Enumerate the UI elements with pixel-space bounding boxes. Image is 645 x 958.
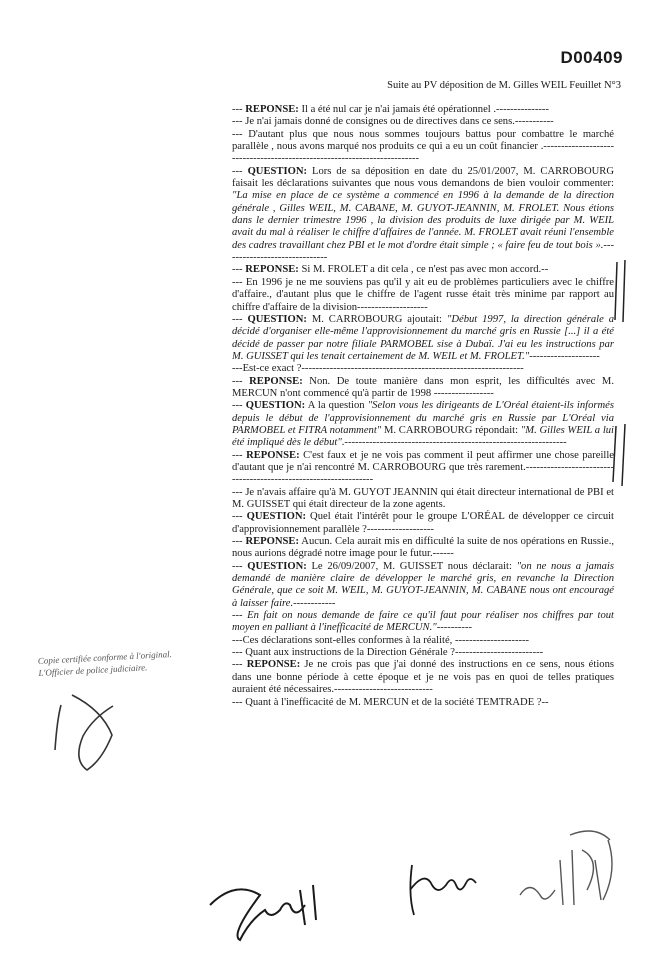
paragraph-text: --- D'autant plus que nous nous sommes toujours battus pour combattre le marché parallèle , nous avons marqué nos produits ce qui a eu un coût financier .------------------------------------------------------------------------- — [232, 128, 614, 165]
speaker-label: REPONSE: — [245, 536, 300, 548]
document-body — [232, 104, 614, 709]
paragraph — [232, 647, 614, 659]
quoted-text: En fait on nous demande de faire ce qu'il faut pour réaliser nos chiffres par tout moyen en palliant à l'inefficacité de MERCUN." — [232, 610, 614, 634]
paragraph-text: --- — [232, 104, 246, 115]
paragraph-text: M. CARROBOURG répondait: — [381, 424, 521, 436]
paragraph — [232, 450, 614, 487]
paragraph-text: --- Quant aux instructions de la Direction Générale ?------------------------- — [232, 647, 544, 659]
paragraph-text: ---------- — [436, 622, 472, 634]
paragraph-text: Il a été nul car je n'ai jamais été opérationnel .--------------- — [298, 104, 549, 115]
quoted-text: "Début 1997, la direction générale a décidé d'organiser elle-même l'approvisionnement du marché gris en Russie [...] il a été décidé de passer par notre filiale PARMOBEL sise à Dubaï. J'ai eu les instructions par M. GUISSET qui les tenait certainement de M. WEIL et M. FROLET." — [232, 313, 615, 362]
paragraph-text: --- Je n'ai jamais donné de consignes ou de directives dans ce sens.----------- — [232, 116, 554, 128]
paragraph — [232, 129, 614, 166]
paragraph — [232, 166, 614, 265]
speaker-label: QUESTION: — [247, 560, 307, 572]
paragraph-text: --- — [232, 560, 248, 572]
paragraph — [232, 277, 614, 314]
paragraph-text: --- — [232, 511, 247, 523]
paragraph-text: -------------------- — [529, 350, 600, 362]
paragraph-text: Non. De toute manière dans mon esprit, les difficultés avec M. MERCUN n'ont commencé qu'à partir de 1998 ----------------- — [232, 375, 614, 399]
document-id: D00409 — [560, 48, 623, 67]
paragraph-text: --- — [232, 165, 248, 177]
paragraph — [232, 400, 614, 449]
paragraph-text: --- — [232, 400, 246, 412]
paragraph-text: Aucun. Cela aurait mis en difficulté la suite de nos opérations en Russie., nous aurions dégradé notre image pour le futur.------ — [232, 536, 614, 560]
speaker-label: REPONSE: — [249, 375, 303, 387]
paragraph-text: --- Je n'avais affaire qu'à M. GUYOT JEANNIN qui était directeur international de PBI et M. GUISSET qui était directeur de la zone agents. — [232, 486, 614, 510]
signature-2 — [400, 855, 490, 925]
quoted-text: "La mise en place de ce système a commencé en 1996 à la demande de la direction générale , Gilles WEIL, M. CABANE, M. GUYOT-JEANNIN, M. FROLET. Nous étions dans le dernier trimestre 1996 , la division des produits de luxe dirigée par M. WEIL avait du mal à réaliser le chiffre d'affaires de l'année. M. FROLET avait réuni l'ensemble des cadres travaillant chez PBI et le mot d'ordre était simple ; « faire feu de tout bois ». — [232, 190, 614, 251]
paragraph-text: Je ne crois pas que j'ai donné des instructions en ce sens, nous étions dans une bonne période à cette époque et je ne vois pas en quoi de telles pratiques auraient été nécessaires.---------------------------- — [232, 659, 614, 696]
paragraph-text: --- — [232, 375, 250, 387]
speaker-label: QUESTION: — [247, 313, 307, 325]
paragraph-text: --- — [232, 449, 247, 461]
paragraph-text: ------------------------------ — [232, 239, 614, 264]
paragraph — [232, 487, 614, 512]
quoted-text: "Selon vous les dirigeants de L'Oréal étaient-ils informés depuis le début de l'approvisionnement du marché gris en Russie par L'Oréal via PARMOBEL et FITRA notamment" — [232, 400, 615, 436]
paragraph-text: ---Est-ce exact ?--------------------------------------------------------------- — [232, 363, 524, 375]
paragraph — [232, 659, 614, 696]
paragraph — [232, 511, 614, 536]
paragraph-text: Si M. FROLET a dit cela , ce n'est pas avec mon accord.-- — [298, 264, 549, 276]
margin-bracket-mark-1 — [612, 258, 632, 328]
paragraph — [232, 610, 614, 635]
speaker-label: QUESTION: — [246, 511, 307, 523]
paragraph — [232, 376, 614, 401]
officer-initial-mark — [40, 690, 150, 780]
paragraph-text: .--------------------------------------------------------------- — [341, 437, 567, 449]
paragraph-text: Lors de sa déposition en date du 25/01/2007, M. CARROBOURG faisait les déclarations suivantes que nous vous demandons de bien vouloir commenter: — [232, 165, 614, 190]
paragraph — [232, 697, 614, 709]
paragraph-text: --- — [232, 313, 248, 325]
paragraph-text: --- Quant à l'inefficacité de M. MERCUN et de la société TEMTRADE ?-- — [232, 696, 549, 708]
paragraph-text: ---Ces déclarations sont-elles conformes à la réalité, --------------------- — [232, 634, 530, 646]
page-header: Suite au PV déposition de M. Gilles WEIL Feuillet N°3 — [387, 80, 621, 91]
quoted-text: "M. Gilles WEIL a lui été impliqué dès le début" — [232, 424, 615, 449]
speaker-label: REPONSE: — [245, 104, 299, 115]
paragraph — [232, 561, 614, 610]
certification-line-1: Copie certifiée conforme à l'original. — [37, 648, 173, 666]
paragraph-text: ------------ — [293, 597, 336, 609]
certification-note — [38, 645, 229, 679]
margin-bracket-mark-2 — [610, 422, 634, 492]
quoted-text: "on ne nous a jamais demandé de manière claire de développer le marché gris, en revanche la Direction Générale, que ce soit M. WEIL, M. GUYOT-JEANNIN, M. CABANE nous ont encouragé à laisser faire. — [232, 560, 614, 609]
paragraph — [232, 363, 614, 375]
signature-3 — [500, 820, 630, 930]
paragraph — [232, 635, 614, 647]
speaker-label: REPONSE: — [246, 659, 301, 671]
paragraph — [232, 116, 614, 128]
certification-line-2: L'Officier de police judiciaire. — [38, 662, 148, 678]
paragraph — [232, 536, 614, 561]
paragraph — [232, 104, 614, 116]
speaker-label: REPONSE: — [245, 264, 299, 276]
paragraph-text: A la question — [305, 400, 368, 412]
paragraph — [232, 264, 614, 276]
paragraph-text: --- — [232, 610, 248, 622]
paragraph-text: M. CARROBOURG ajoutait: — [306, 313, 447, 325]
speaker-label: QUESTION: — [247, 165, 308, 177]
paragraph-text: --- — [232, 659, 247, 671]
speaker-label: QUESTION: — [245, 400, 306, 412]
paragraph-text: Le 26/09/2007, M. GUISSET nous déclarait: — [306, 560, 517, 572]
speaker-label: REPONSE: — [246, 449, 300, 461]
paragraph — [232, 314, 614, 363]
paragraph-text: --- — [232, 264, 246, 276]
paragraph-text: C'est faux et je ne vois pas comment il peut affirmer une chose pareille d'autant que je n'ai rencontré M. CARROBOURG que très rarement.----------------------------------------------------------------- — [232, 449, 615, 486]
signature-1 — [195, 855, 335, 945]
paragraph-text: --- — [232, 536, 246, 548]
paragraph-text: Quel était l'intérêt pour le groupe L'ORÉAL de développer ce circuit d'approvisionnement parallèle ?------------------- — [232, 511, 614, 535]
paragraph-text: --- En 1996 je ne me souviens pas qu'il y ait eu de problèmes particuliers avec le chiffre d'affaire., d'autant plus que le chiffre de l'agent russe était très minime par rapport au chiffre d'affaire de la division-------------------- — [232, 276, 614, 313]
